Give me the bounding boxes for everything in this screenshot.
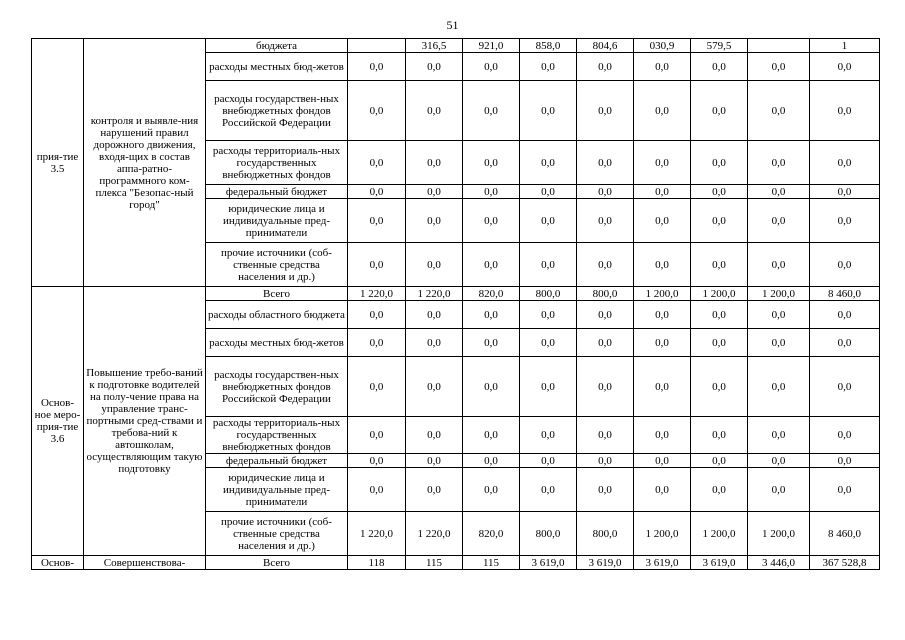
value-cell: 0,0	[348, 81, 406, 141]
value-cell: 0,0	[691, 141, 748, 185]
value-cell: 0,0	[463, 53, 520, 81]
value-cell: 0,0	[691, 329, 748, 357]
value-cell: 0,0	[348, 417, 406, 454]
value-cell: 0,0	[577, 329, 634, 357]
value-cell	[748, 39, 810, 53]
value-cell: 030,9	[634, 39, 691, 53]
value-cell: 0,0	[810, 53, 880, 81]
value-cell: 1 220,0	[348, 512, 406, 556]
value-cell: 0,0	[577, 81, 634, 141]
value-cell: 0,0	[577, 243, 634, 287]
value-cell: 0,0	[634, 357, 691, 417]
measure-cell: Основ-ное меро-прия-тие 3.6	[32, 287, 84, 556]
value-cell: 0,0	[520, 81, 577, 141]
value-cell: 0,0	[748, 301, 810, 329]
funding-source-cell: бюджета	[206, 39, 348, 53]
value-cell: 0,0	[691, 199, 748, 243]
funding-source-cell: расходы территориаль-ных государственных внебюджетных фондов	[206, 141, 348, 185]
value-cell: 3 619,0	[691, 556, 748, 570]
funding-source-cell: прочие источники (соб-ственные средства населения и др.)	[206, 243, 348, 287]
value-cell: 804,6	[577, 39, 634, 53]
value-cell: 0,0	[748, 454, 810, 468]
value-cell: 0,0	[577, 357, 634, 417]
value-cell: 0,0	[748, 141, 810, 185]
value-cell: 1 220,0	[348, 287, 406, 301]
value-cell: 0,0	[406, 81, 463, 141]
value-cell: 0,0	[810, 301, 880, 329]
value-cell: 0,0	[463, 185, 520, 199]
value-cell: 0,0	[577, 417, 634, 454]
value-cell: 0,0	[634, 199, 691, 243]
value-cell: 316,5	[406, 39, 463, 53]
value-cell: 0,0	[348, 53, 406, 81]
value-cell: 0,0	[810, 454, 880, 468]
value-cell: 0,0	[748, 199, 810, 243]
value-cell: 0,0	[577, 301, 634, 329]
value-cell: 0,0	[748, 357, 810, 417]
value-cell: 0,0	[810, 141, 880, 185]
value-cell: 800,0	[577, 512, 634, 556]
value-cell: 0,0	[634, 454, 691, 468]
value-cell: 0,0	[348, 301, 406, 329]
value-cell: 8 460,0	[810, 287, 880, 301]
funding-source-cell: расходы государствен-ных внебюджетных фондов Российской Федерации	[206, 81, 348, 141]
value-cell: 0,0	[520, 329, 577, 357]
value-cell: 0,0	[691, 468, 748, 512]
value-cell: 0,0	[348, 357, 406, 417]
value-cell: 118	[348, 556, 406, 570]
value-cell: 820,0	[463, 287, 520, 301]
value-cell: 0,0	[520, 468, 577, 512]
value-cell: 1 200,0	[634, 287, 691, 301]
value-cell: 0,0	[463, 417, 520, 454]
value-cell: 0,0	[463, 357, 520, 417]
value-cell: 0,0	[406, 329, 463, 357]
value-cell: 0,0	[520, 301, 577, 329]
value-cell: 0,0	[634, 185, 691, 199]
value-cell: 0,0	[810, 417, 880, 454]
value-cell: 0,0	[577, 185, 634, 199]
table-row	[32, 39, 880, 53]
value-cell: 0,0	[520, 454, 577, 468]
value-cell: 0,0	[348, 141, 406, 185]
value-cell: 0,0	[634, 243, 691, 287]
value-cell: 0,0	[748, 417, 810, 454]
value-cell: 1 220,0	[406, 512, 463, 556]
value-cell: 115	[406, 556, 463, 570]
value-cell: 0,0	[810, 243, 880, 287]
value-cell: 3 446,0	[748, 556, 810, 570]
value-cell: 0,0	[691, 417, 748, 454]
description-cell: Совершенствова-	[84, 556, 206, 570]
value-cell: 3 619,0	[634, 556, 691, 570]
value-cell: 0,0	[691, 454, 748, 468]
value-cell: 0,0	[634, 81, 691, 141]
table-row	[32, 556, 880, 570]
value-cell: 0,0	[634, 417, 691, 454]
value-cell: 0,0	[634, 468, 691, 512]
value-cell: 0,0	[406, 454, 463, 468]
measure-cell: прия-тие 3.5	[32, 39, 84, 287]
value-cell: 0,0	[348, 199, 406, 243]
value-cell: 0,0	[691, 243, 748, 287]
value-cell: 0,0	[691, 185, 748, 199]
funding-source-cell: юридические лица и индивидуальные пред-приниматели	[206, 468, 348, 512]
value-cell: 820,0	[463, 512, 520, 556]
value-cell: 0,0	[406, 185, 463, 199]
value-cell: 0,0	[463, 141, 520, 185]
value-cell: 0,0	[810, 199, 880, 243]
value-cell: 0,0	[748, 185, 810, 199]
value-cell: 0,0	[748, 468, 810, 512]
value-cell: 0,0	[691, 53, 748, 81]
value-cell: 1 200,0	[748, 512, 810, 556]
value-cell: 3 619,0	[520, 556, 577, 570]
value-cell: 0,0	[810, 468, 880, 512]
value-cell: 0,0	[463, 329, 520, 357]
value-cell: 0,0	[348, 468, 406, 512]
value-cell: 3 619,0	[577, 556, 634, 570]
value-cell: 0,0	[691, 301, 748, 329]
description-cell: Повышение требо-ваний к подготовке водителей на полу-чение права на управление транс-портными сред-ствами и требова-ний к автошколам, осуществляющим такую подготовку	[84, 287, 206, 556]
value-cell: 0,0	[748, 81, 810, 141]
value-cell: 0,0	[577, 53, 634, 81]
value-cell: 0,0	[520, 141, 577, 185]
value-cell: 0,0	[520, 417, 577, 454]
value-cell: 1 200,0	[634, 512, 691, 556]
value-cell: 115	[463, 556, 520, 570]
value-cell: 0,0	[634, 329, 691, 357]
value-cell: 0,0	[348, 185, 406, 199]
value-cell: 0,0	[810, 329, 880, 357]
value-cell: 0,0	[406, 468, 463, 512]
funding-source-cell: прочие источники (соб-ственные средства населения и др.)	[206, 512, 348, 556]
funding-source-cell: расходы государствен-ных внебюджетных фондов Российской Федерации	[206, 357, 348, 417]
value-cell: 0,0	[748, 53, 810, 81]
value-cell: 0,0	[748, 329, 810, 357]
value-cell: 0,0	[810, 81, 880, 141]
value-cell: 0,0	[520, 53, 577, 81]
value-cell: 858,0	[520, 39, 577, 53]
value-cell: 0,0	[406, 141, 463, 185]
value-cell: 1 200,0	[691, 287, 748, 301]
value-cell	[348, 39, 406, 53]
description-cell: контроля и выявле-ния нарушений правил дорожного движения, входя-щих в состав аппа-ратно-программного ком-плекса "Безопас-ный город"	[84, 39, 206, 287]
value-cell: 0,0	[577, 454, 634, 468]
value-cell: 0,0	[406, 199, 463, 243]
value-cell: 0,0	[634, 53, 691, 81]
value-cell: 0,0	[463, 81, 520, 141]
value-cell: 0,0	[577, 199, 634, 243]
value-cell: 0,0	[577, 141, 634, 185]
value-cell: 0,0	[406, 53, 463, 81]
value-cell: 0,0	[577, 468, 634, 512]
value-cell: 800,0	[577, 287, 634, 301]
value-cell: 367 528,8	[810, 556, 880, 570]
measure-cell: Основ-	[32, 556, 84, 570]
value-cell: 579,5	[691, 39, 748, 53]
value-cell: 0,0	[463, 301, 520, 329]
value-cell: 800,0	[520, 287, 577, 301]
value-cell: 0,0	[520, 199, 577, 243]
value-cell: 1	[810, 39, 880, 53]
value-cell: 800,0	[520, 512, 577, 556]
value-cell: 0,0	[348, 243, 406, 287]
table-row	[32, 287, 880, 301]
value-cell: 0,0	[406, 357, 463, 417]
value-cell: 8 460,0	[810, 512, 880, 556]
value-cell: 0,0	[348, 454, 406, 468]
value-cell: 0,0	[520, 185, 577, 199]
value-cell: 0,0	[691, 357, 748, 417]
value-cell: 0,0	[748, 243, 810, 287]
value-cell: 0,0	[463, 243, 520, 287]
value-cell: 1 220,0	[406, 287, 463, 301]
page-number: 51	[446, 18, 459, 32]
funding-source-cell: Всего	[206, 556, 348, 570]
value-cell: 0,0	[406, 243, 463, 287]
value-cell: 0,0	[634, 141, 691, 185]
value-cell: 0,0	[810, 357, 880, 417]
value-cell: 0,0	[463, 468, 520, 512]
value-cell: 0,0	[406, 417, 463, 454]
funding-source-cell: расходы местных бюд-жетов	[206, 53, 348, 81]
value-cell: 1 200,0	[691, 512, 748, 556]
funding-source-cell: расходы местных бюд-жетов	[206, 329, 348, 357]
value-cell: 0,0	[463, 199, 520, 243]
value-cell: 1 200,0	[748, 287, 810, 301]
value-cell: 0,0	[348, 329, 406, 357]
value-cell: 0,0	[634, 301, 691, 329]
budget-table	[31, 38, 880, 570]
value-cell: 0,0	[520, 243, 577, 287]
value-cell: 921,0	[463, 39, 520, 53]
value-cell: 0,0	[691, 81, 748, 141]
value-cell: 0,0	[810, 185, 880, 199]
funding-source-cell: федеральный бюджет	[206, 185, 348, 199]
funding-source-cell: юридические лица и индивидуальные пред-приниматели	[206, 199, 348, 243]
funding-source-cell: расходы областного бюджета	[206, 301, 348, 329]
funding-source-cell: расходы территориаль-ных государственных внебюджетных фондов	[206, 417, 348, 454]
value-cell: 0,0	[520, 357, 577, 417]
funding-source-cell: Всего	[206, 287, 348, 301]
value-cell: 0,0	[406, 301, 463, 329]
funding-source-cell: федеральный бюджет	[206, 454, 348, 468]
value-cell: 0,0	[463, 454, 520, 468]
